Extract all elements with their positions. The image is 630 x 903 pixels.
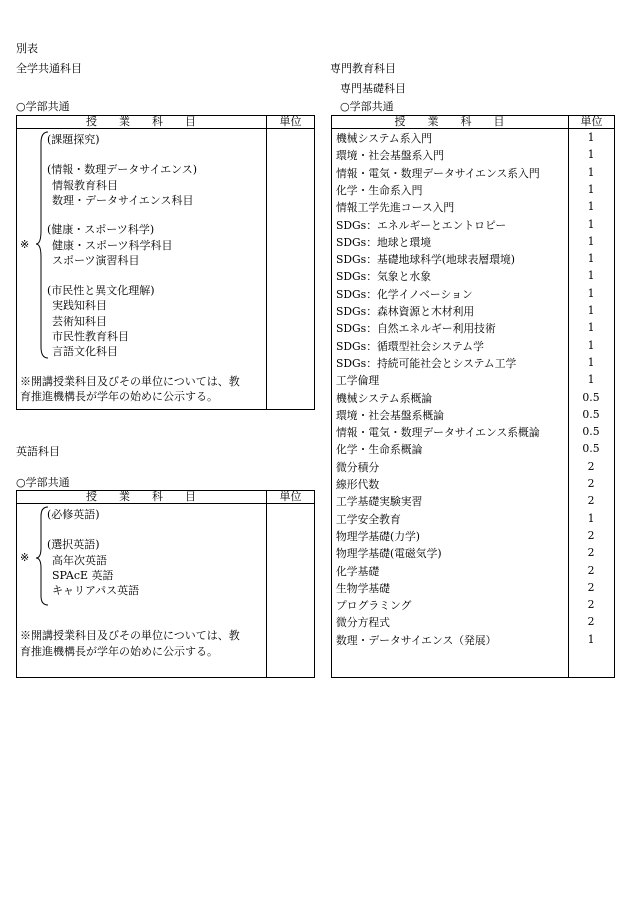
subject-unit: 1: [587, 200, 595, 214]
subject-unit: 2: [587, 528, 595, 542]
general-line: 情報教育科目: [52, 179, 118, 192]
subject-name: 工学基礎実験実習: [336, 495, 423, 509]
subject-name: 生物学基礎: [336, 581, 390, 595]
general-line: 数理・データサイエンス科目: [52, 194, 194, 207]
english-note: ※開講授業科目及びその単位については、教: [20, 629, 240, 642]
subject-name: 環境・社会基盤系入門: [336, 149, 444, 163]
subject-unit: 1: [587, 252, 595, 266]
subject-name: SDGs：循環型社会システム学: [336, 339, 484, 353]
english-line: SPAcE 英語: [52, 569, 114, 582]
english-marker: ※: [20, 551, 30, 564]
english-line: キャリアパス英語: [52, 584, 140, 597]
general-line: (課題探究): [47, 133, 100, 146]
specialized-basic-subheading: 専門基礎科目: [340, 82, 406, 95]
english-section-label: ○学部共通: [16, 476, 70, 489]
subject-unit: 1: [587, 217, 595, 231]
subject-name: SDGs：持続可能社会とシステム工学: [336, 356, 517, 370]
english-heading: 英語科目: [16, 445, 60, 458]
general-marker: ※: [20, 238, 30, 251]
general-note: 育推進機構長が学年の始めに公示する。: [20, 390, 218, 403]
subject-unit: 2: [587, 598, 595, 612]
subject-name: SDGs：基礎地球科学(地球表層環境): [336, 253, 516, 267]
general-note: ※開講授業科目及びその単位については、教: [20, 375, 240, 388]
subject-unit: 2: [587, 615, 595, 629]
subject-name: SDGs：エネルギーとエントロピー: [336, 218, 507, 232]
subject-name: SDGs：地球と環境: [336, 235, 431, 249]
subject-unit: 0.5: [582, 407, 600, 421]
english-line: (必修英語): [47, 508, 100, 521]
subject-name: 化学基礎: [336, 564, 380, 578]
subject-unit: 2: [587, 546, 595, 560]
subject-name: 機械システム系入門: [336, 132, 433, 145]
general-line: 言語文化科目: [52, 345, 118, 358]
subject-name: SDGs：自然エネルギー利用技術: [336, 322, 496, 336]
general-line: (市民性と異文化理解): [47, 284, 155, 297]
subject-unit: 0.5: [582, 425, 600, 439]
subject-name: 物理学基礎(電磁気学): [336, 547, 442, 561]
english-header-subject: 授 業 科 目: [86, 490, 196, 503]
subject-name: 機械システム系概論: [336, 391, 433, 405]
subject-unit: 0.5: [582, 442, 600, 456]
general-line: 健康・スポーツ科学科目: [52, 239, 173, 252]
subject-name: プログラミング: [336, 599, 412, 613]
subject-name: 化学・生命系入門: [336, 183, 423, 197]
subject-name: 微分積分: [336, 460, 380, 474]
subject-name: SDGs：森林資源と木材利用: [336, 305, 475, 318]
subject-unit: 1: [587, 269, 595, 283]
subject-name: 物理学基礎(力学): [336, 529, 421, 543]
english-line: (選択英語): [47, 538, 100, 551]
subject-name: 環境・社会基盤系概論: [336, 408, 444, 422]
specialized-section-label: ○学部共通: [340, 100, 394, 113]
english-header-unit: 単位: [279, 490, 302, 503]
subject-unit: 1: [587, 632, 595, 646]
english-note: 育推進機構長が学年の始めに公示する。: [20, 645, 218, 658]
subject-unit: 1: [587, 182, 595, 196]
subject-unit: 1: [587, 511, 595, 525]
subject-name: 情報・電気・数理データサイエンス系入門: [336, 166, 540, 180]
specialized-header-subject: 授 業 科 目: [394, 115, 505, 128]
subject-unit: 1: [587, 165, 595, 179]
subject-unit: 2: [587, 459, 595, 473]
subject-unit: 1: [587, 131, 595, 144]
general-line: (健康・スポーツ科学): [47, 223, 155, 236]
general-line: (情報・数理データサイエンス): [47, 163, 198, 176]
general-section-label: ○学部共通: [16, 100, 70, 113]
subject-unit: 2: [587, 494, 595, 508]
english-line: 高年次英語: [52, 554, 107, 567]
subject-name: SDGs：化学イノベーション: [336, 287, 473, 301]
general-header-unit: 単位: [279, 115, 302, 128]
subject-unit: 1: [587, 338, 595, 352]
subject-unit: 2: [587, 580, 595, 594]
subject-name: 工学安全教育: [336, 512, 401, 526]
subject-unit: 1: [587, 321, 595, 335]
subject-unit: 1: [587, 286, 595, 300]
subject-name: 線形代数: [336, 478, 380, 491]
general-line: 市民性教育科目: [52, 330, 129, 343]
specialized-subjects-heading: 専門教育科目: [330, 62, 396, 75]
general-header-subject: 授 業 科 目: [86, 115, 196, 128]
subject-name: 数理・データサイエンス（発展）: [336, 633, 497, 647]
subject-name: 工学倫理: [336, 374, 380, 388]
subject-name: 情報・電気・数理データサイエンス系概論: [336, 426, 540, 440]
appendix-label: 別表: [16, 42, 38, 55]
subject-name: 微分方程式: [336, 616, 390, 630]
subject-unit: 0.5: [582, 390, 600, 404]
subject-name: 情報工学先進コース入門: [336, 201, 455, 215]
subject-name: 化学・生命系概論: [336, 443, 423, 457]
subject-unit: 1: [587, 373, 595, 387]
general-line: スポーツ演習科目: [52, 254, 140, 267]
subject-unit: 1: [587, 234, 595, 248]
subject-unit: 1: [587, 355, 595, 369]
subject-unit: 2: [587, 477, 595, 490]
subject-unit: 2: [587, 563, 595, 577]
general-line: 実践知科目: [52, 299, 107, 312]
general-line: 芸術知科目: [52, 315, 107, 328]
general-subjects-heading: 全学共通科目: [16, 62, 82, 75]
subject-unit: 1: [587, 304, 595, 317]
subject-name: SDGs：気象と水象: [336, 270, 431, 284]
specialized-header-unit: 単位: [580, 115, 603, 128]
subject-unit: 1: [587, 148, 595, 162]
